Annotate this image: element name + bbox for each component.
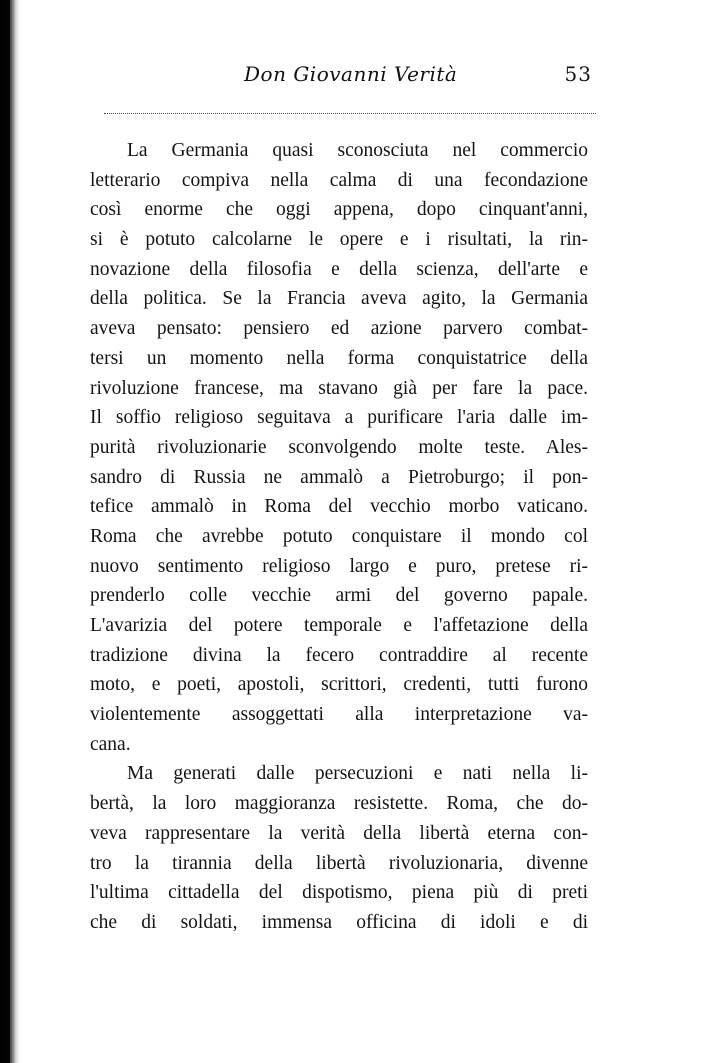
text-line: che di soldati, immensa officina di idoli e di (90, 911, 588, 933)
text-line: rivoluzione francese, ma stavano già per fare la pace. (90, 377, 588, 399)
text-line: L'avarizia del potere temporale e l'affetazione della (90, 615, 588, 636)
text-line: bertà, la loro maggioranza resistette. Roma, che do- (90, 793, 588, 815)
page-binding-shadow (0, 0, 10, 1063)
text-line: prenderlo colle vecchie armi del governo papale. (90, 585, 588, 607)
header-rule (104, 113, 596, 114)
page-header (104, 62, 598, 92)
text-line: tefice ammalò in Roma del vecchio morbo vaticano. (90, 496, 588, 518)
text-line: Roma che avrebbe potuto conquistare il mondo col (90, 525, 588, 547)
text-line: così enorme che oggi appena, dopo cinquant'anni, (90, 199, 588, 221)
body-text (90, 136, 588, 938)
text-line: tro la tirannia della libertà rivoluzionaria, divenne (90, 852, 588, 874)
text-line: si è potuto calcolarne le opere e i risultati, la rin- (90, 229, 588, 251)
text-line: moto, e poeti, apostoli, scrittori, credenti, tutti furono (90, 674, 588, 696)
text-line: tersi un momento nella forma conquistatrice della (90, 347, 588, 369)
text-line: letterario compiva nella calma di una fecondazione (90, 169, 588, 191)
text-line: cana. (90, 733, 131, 755)
text-line: della politica. Se la Francia aveva agito, la Germania (90, 288, 588, 310)
text-line: purità rivoluzionarie sconvolgendo molte teste. Ales- (90, 436, 588, 458)
running-title: Don Giovanni Verità (244, 62, 458, 86)
text-line: novazione della filosofia e della scienza, dell'arte e (90, 258, 588, 280)
text-line: Ma generati dalle persecuzioni e nati nella li- (127, 763, 588, 785)
text-line: aveva pensato: pensiero ed azione parvero combat- (90, 318, 588, 340)
text-line: Il soffio religioso seguitava a purificare l'aria dalle im- (90, 407, 588, 429)
text-line: tradizione divina la fecero contraddire al recente (90, 644, 588, 666)
text-line: sandro di Russia ne ammalò a Pietroburgo; il pon- (90, 466, 588, 488)
text-line: veva rappresentare la verità della libertà eterna con- (90, 822, 588, 844)
text-line: l'ultima cittadella del dispotismo, piena più di preti (90, 882, 588, 904)
text-line: nuovo sentimento religioso largo e puro, pretese ri- (90, 555, 588, 577)
text-line: violentemente assoggettati alla interpretazione va- (90, 704, 588, 726)
page-number: 53 (564, 62, 592, 86)
text-line: La Germania quasi sconosciuta nel commercio (127, 140, 588, 161)
